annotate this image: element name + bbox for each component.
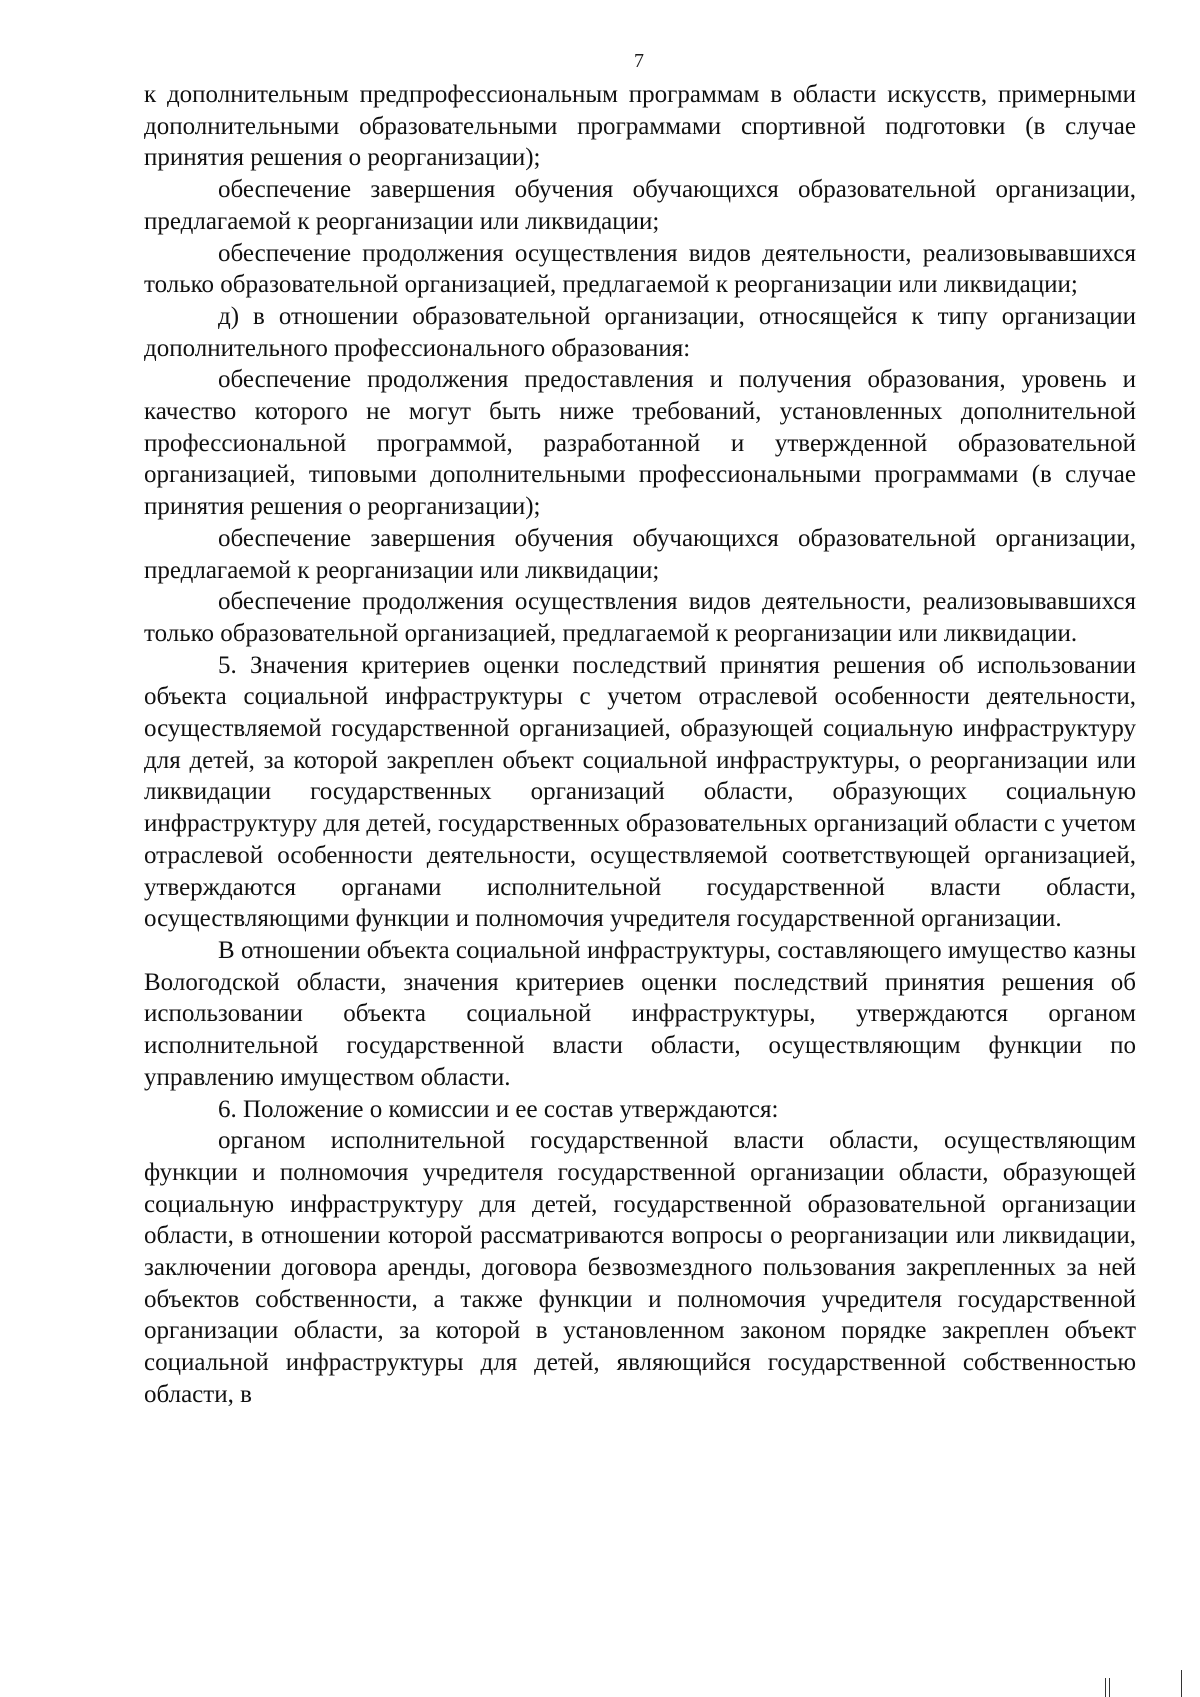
scan-mark-left: [1105, 1678, 1106, 1697]
paragraph: обеспечение завершения обучения обучающихся образовательной организации, предлагаемой к реорганизации или ликвидации;: [144, 176, 1136, 235]
paragraph: обеспечение продолжения предоставления и получения образования, уровень и качество которого не могут быть ниже требований, установленных дополнительной профессиональной программой, разработанной и утвержденной образовательной организацией, типовыми дополнительными профессиональными программами (в случае принятия решения о реорганизации);: [144, 366, 1136, 521]
paragraph: обеспечение продолжения осуществления видов деятельности, реализовывавшихся только образовательной организацией, предлагаемой к реорганизации или ликвидации;: [144, 239, 1136, 299]
paragraph-item-5: 5. Значения критериев оценки последствий принятия решения об использовании объекта социальной инфраструктуры с учетом отраслевой особенности деятельности, осуществляемой государственной организацией, образующей социальную инфраструктуру для детей, за которой закреплен объект социальной инфраструктуры, о реорганизации или ликвидации государственных организаций области, образующих социальную инфраструктуру для детей, государственных образовательных организаций области с учетом отраслевой особенности деятельности, осуществляемой соответствующей организацией, утверждаются органами исполнительной государственной власти области, осуществляющими функции и полномочия учредителя государственной организации.: [144, 651, 1136, 933]
page-number: 7: [634, 50, 644, 72]
paragraph: обеспечение продолжения осуществления видов деятельности, реализовывавшихся только образовательной организацией, предлагаемой к реорганизации или ликвидации.: [144, 588, 1136, 647]
paragraph-subitem-d: д) в отношении образовательной организации, относящейся к типу организации дополнительного профессионального образования:: [144, 302, 1136, 362]
scan-mark-left-2: [1109, 1678, 1110, 1697]
document-body: [144, 79, 1136, 1411]
paragraph-continuation: к дополнительным предпрофессиональным программам в области искусств, примерными дополнительными образовательными программами спортивной подготовки (в случае принятия решения о реорганизации);: [144, 81, 1136, 172]
paragraph: обеспечение завершения обучения обучающихся образовательной организации, предлагаемой к реорганизации или ликвидации;: [144, 524, 1136, 584]
paragraph-item-6: 6. Положение о комиссии и ее состав утверждаются:: [218, 1095, 779, 1123]
paragraph: В отношении объекта социальной инфраструктуры, составляющего имущество казны Вологодской области, значения критериев оценки последствий принятия решения об использовании объекта социальной инфраструктуры, утверждаются органом исполнительной государственной власти области, осуществляющим функции по управлению имуществом области.: [144, 936, 1136, 1091]
scan-mark-right: [1181, 1670, 1182, 1697]
paragraph: органом исполнительной государственной власти области, осуществляющим функции и полномочия учредителя государственной организации области, образующей социальную инфраструктуру для детей, государственной образовательной организации области, в отношении которой рассматриваются вопросы о реорганизации или ликвидации, заключении договора аренды, договора безвозмездного пользования закрепленных за ней объектов собственности, а также функции и полномочия учредителя государственной организации области, за которой в установленном законом порядке закреплен объект социальной инфраструктуры для детей, являющийся государственной собственностью области, в: [144, 1127, 1136, 1408]
